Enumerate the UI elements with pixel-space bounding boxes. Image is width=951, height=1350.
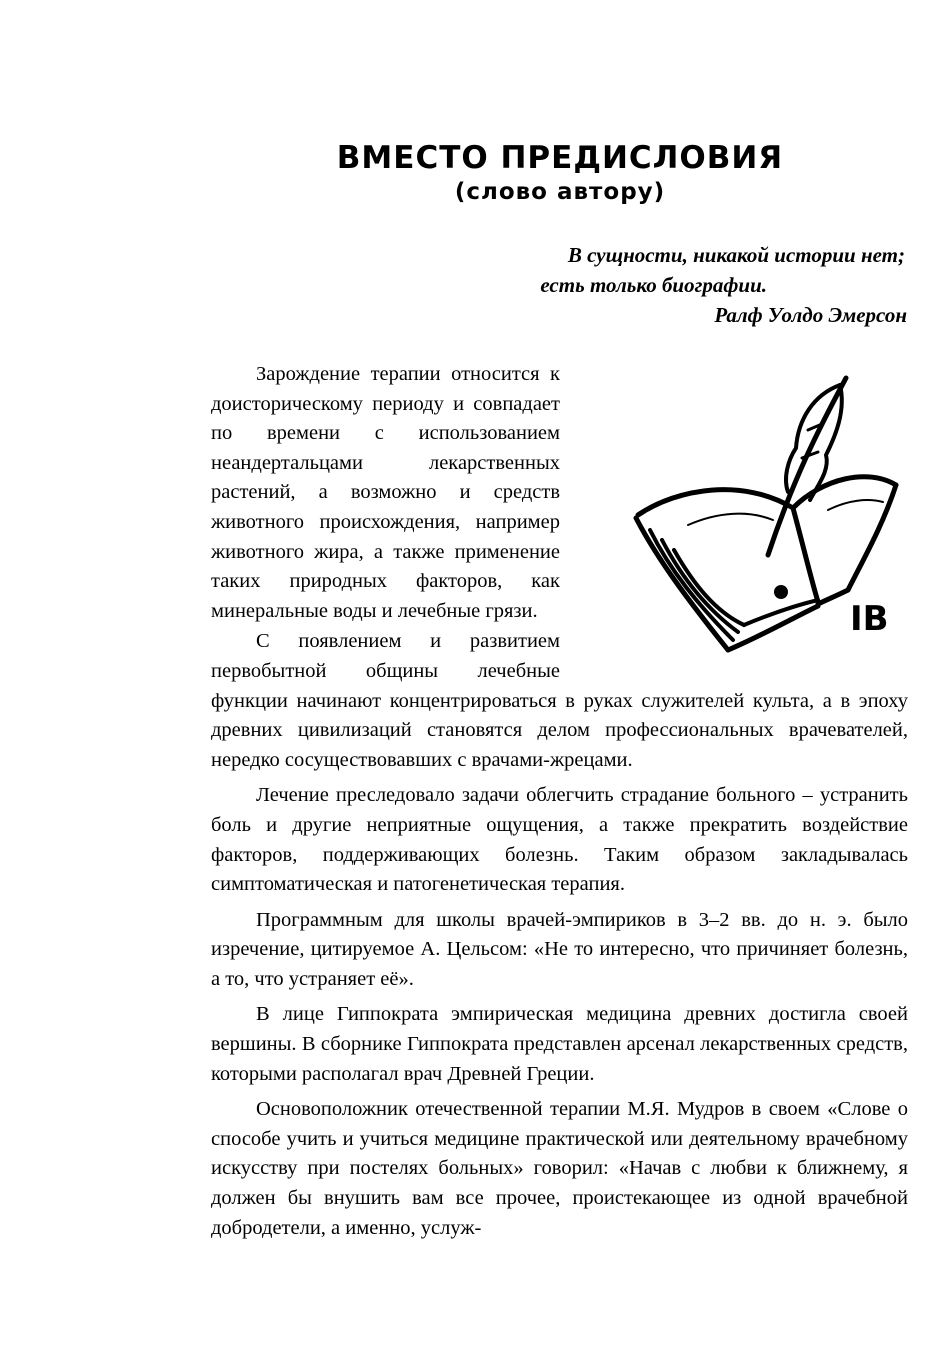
chapter-title	[300, 140, 820, 207]
book-with-quill-icon	[578, 360, 908, 672]
paragraph-3: Лечение преследовало задачи облегчить страдание больного – устранить боль и другие неприятные ощущения, а также прекратить воздействие факторов, поддерживающих болезнь. Таким образом закладывалась симптоматическая и патогенетическая терапия.	[211, 784, 908, 896]
body-text	[211, 360, 908, 1243]
paragraph-4: Программным для школы врачей-эмпириков в 3–2 вв. до н. э. было изречение, цитируемое А. Цельсом: «Не то интересно, что причиняет болезнь, а то, что устраняет её».	[211, 908, 908, 990]
epigraph-author: Ралф Уолдо Эмерсон	[714, 303, 907, 327]
monogram: IB	[850, 599, 889, 639]
paragraph-6: Основоположник отечественной терапии М.Я. Мудров в своем «Слове о способе учить и учиться медицине практической или деятельному врачебному искусству при постелях больных» говорил: «Начав с любви к ближнему, я должен бы внушить вам все прочее, проистекающее из одной врачебной добродетели, а именно, услуж-	[211, 1098, 908, 1239]
chapter-title-sub: (слово автору)	[454, 179, 666, 206]
chapter-title-main: ВМЕСТО ПРЕДИСЛОВИЯ	[336, 140, 784, 176]
book-illustration	[578, 360, 908, 672]
epigraph	[347, 240, 907, 330]
paragraph-2: С появлением и развитием первобытной общины лечебные функции начинают концентрироваться в руках служителей культа, а в эпоху древних цивилизаций становятся делом профессиональных врачевателей, нередко сосуществовавших с врачами-жрецами.	[211, 630, 908, 771]
epigraph-line-1: В сущности, никакой истории нет;	[567, 243, 905, 267]
epigraph-line-2: есть только биографии.	[540, 273, 767, 297]
paragraph-1: Зарождение терапии относится к доисторическому периоду и совпадает по времени с использованием неандертальцами лекарственных растений, а возможно и средств животного происхождения, например животного жира, а также применение таких природных факторов, как минеральные воды и лечебные грязи.	[211, 363, 560, 622]
paragraph-5: В лице Гиппократа эмпирическая медицина древних достигла своей вершины. В сборнике Гиппократа представлен арсенал лекарственных средств, которыми располагал врач Древней Греции.	[211, 1003, 908, 1085]
